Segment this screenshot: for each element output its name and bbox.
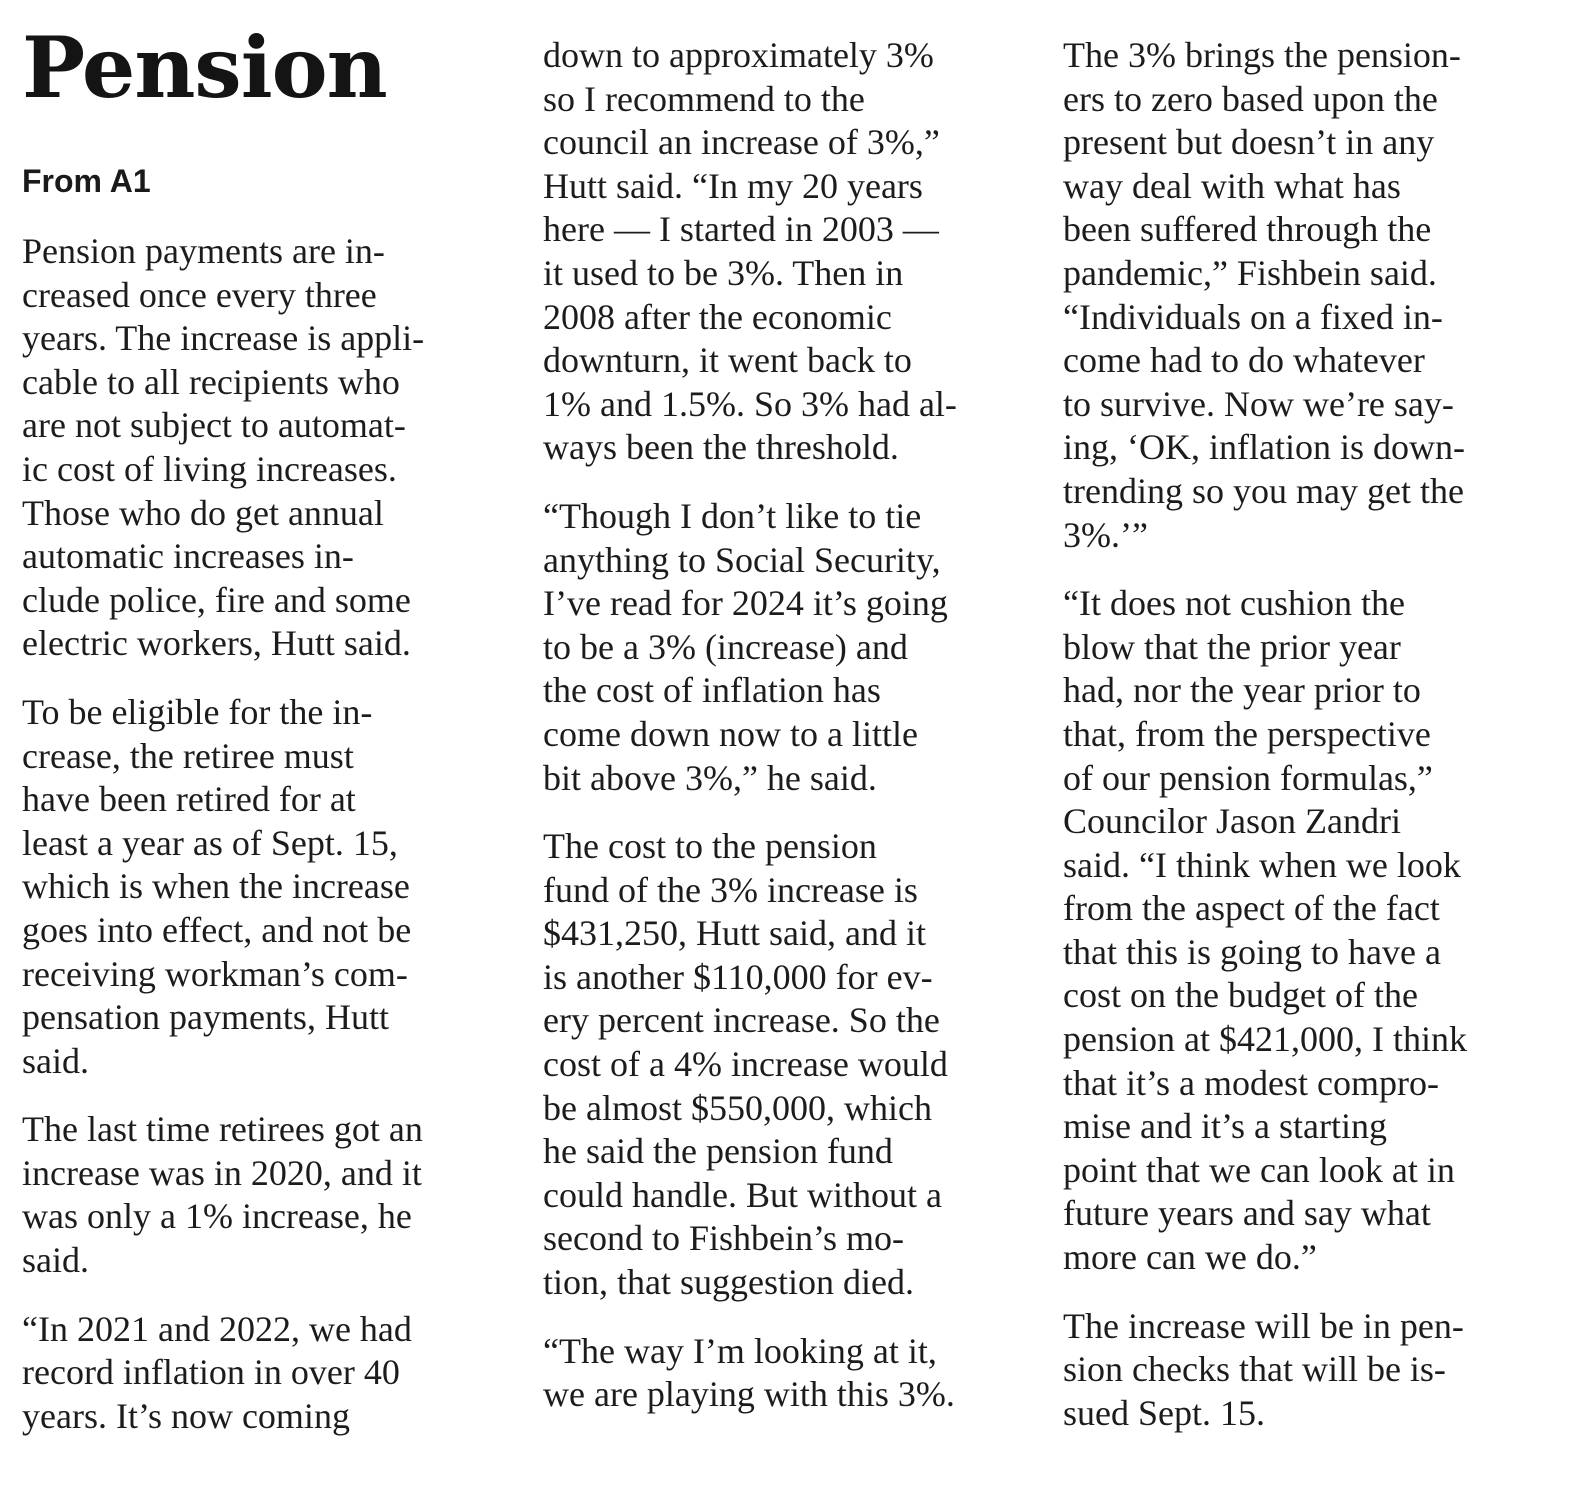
text-line: it used to be 3%. Then in <box>543 252 904 293</box>
text-line: 1% and 1.5%. So 3% had al- <box>543 383 957 424</box>
text-line: way deal with what has <box>1063 165 1401 206</box>
paragraph <box>1063 1305 1563 1436</box>
text-line: ing, ‘OK, inflation is down- <box>1063 427 1465 468</box>
text-line: cable to all recipients who <box>22 361 400 402</box>
text-line: come down now to a little <box>543 713 918 754</box>
text-line: had, nor the year prior to <box>1063 670 1421 711</box>
text-line: Councilor Jason Zandri <box>1063 801 1401 842</box>
text-line: cost of a 4% increase would <box>543 1044 948 1085</box>
text-line: present but doesn’t in any <box>1063 122 1435 163</box>
text-line: trending so you may get the <box>1063 470 1464 511</box>
text-line: The cost to the pension <box>543 826 877 867</box>
jump-line: From A1 <box>22 163 151 199</box>
text-line: was only a 1% increase, he <box>22 1196 412 1237</box>
text-line: future years and say what <box>1063 1193 1431 1234</box>
text-line: ery percent increase. So the <box>543 1000 940 1041</box>
text-line: crease, the retiree must <box>22 735 354 776</box>
text-line: said. “I think when we look <box>1063 844 1461 885</box>
text-line: To be eligible for the in- <box>22 691 373 732</box>
text-line: here — I started in 2003 — <box>543 209 939 250</box>
text-line: have been retired for at <box>22 779 356 820</box>
text-line: I’ve read for 2024 it’s going <box>543 583 948 624</box>
text-line: bit above 3%,” he said. <box>543 757 877 798</box>
text-line: ways been the threshold. <box>543 427 899 468</box>
text-line: creased once every three <box>22 274 377 315</box>
text-line: sued Sept. 15. <box>1063 1392 1265 1433</box>
text-line: Those who do get annual <box>22 492 384 533</box>
text-line: fund of the 3% increase is <box>543 869 918 910</box>
text-line: pensation payments, Hutt <box>22 997 389 1038</box>
article-column-2 <box>543 34 1043 1417</box>
paragraph <box>543 495 1043 800</box>
text-line: years. It’s now coming <box>22 1395 350 1436</box>
text-line: are not subject to automat- <box>22 405 406 446</box>
text-line: which is when the increase <box>22 866 410 907</box>
text-line: be almost $550,000, which <box>543 1087 932 1128</box>
text-line: ers to zero based upon the <box>1063 78 1438 119</box>
text-line: down to approximately 3% <box>543 35 934 75</box>
text-line: “It does not cushion the <box>1063 583 1405 624</box>
text-line: downturn, it went back to <box>543 340 912 381</box>
text-line: The last time retirees got an <box>22 1109 423 1150</box>
text-line: receiving workman’s com- <box>22 953 408 994</box>
text-line: come had to do whatever <box>1063 340 1425 381</box>
text-line: to survive. Now we’re say- <box>1063 383 1454 424</box>
paragraph <box>22 230 522 666</box>
text-line: The increase will be in pen- <box>1063 1305 1464 1346</box>
text-line: anything to Social Security, <box>543 539 941 580</box>
paragraph <box>543 825 1043 1305</box>
text-line: council an increase of 3%,” <box>543 122 940 163</box>
text-line: least a year as of Sept. 15, <box>22 822 398 863</box>
text-line: he said the pension fund <box>543 1131 893 1172</box>
text-line: increase was in 2020, and it <box>22 1152 422 1193</box>
paragraph <box>22 1108 522 1282</box>
text-line: that it’s a modest compro- <box>1063 1062 1439 1103</box>
text-line: 2008 after the economic <box>543 296 892 337</box>
text-line: been suffered through the <box>1063 209 1432 250</box>
text-line: ic cost of living increases. <box>22 448 397 489</box>
paragraph <box>543 34 1043 470</box>
text-line: that, from the perspective <box>1063 713 1431 754</box>
article-column-3 <box>1063 34 1563 1435</box>
text-line: that this is going to have a <box>1063 931 1441 972</box>
paragraph <box>22 691 522 1083</box>
paragraph <box>22 1308 522 1439</box>
text-line: cost on the budget of the <box>1063 975 1418 1016</box>
text-line: could handle. But without a <box>543 1174 942 1215</box>
text-line: point that we can look at in <box>1063 1149 1455 1190</box>
text-line: “In 2021 and 2022, we had <box>22 1308 412 1349</box>
text-line: second to Fishbein’s mo- <box>543 1218 904 1259</box>
text-line: pandemic,” Fishbein said. <box>1063 252 1437 293</box>
text-line: is another $110,000 for ev- <box>543 956 933 997</box>
text-line: “Individuals on a fixed in- <box>1063 296 1443 337</box>
text-line: clude police, fire and some <box>22 579 411 620</box>
text-line: years. The increase is appli- <box>22 318 425 359</box>
paragraph <box>1063 582 1563 1280</box>
text-line: 3%.’” <box>1063 514 1148 555</box>
text-line: goes into effect, and not be <box>22 909 412 950</box>
text-line: “Though I don’t like to tie <box>543 495 922 536</box>
text-line: the cost of inflation has <box>543 670 881 711</box>
text-line: of our pension formulas,” <box>1063 757 1433 798</box>
headline: Pension <box>22 18 387 117</box>
text-line: to be a 3% (increase) and <box>543 626 908 667</box>
text-line: pension at $421,000, I think <box>1063 1019 1467 1060</box>
text-line: electric workers, Hutt said. <box>22 623 411 664</box>
text-line: mise and it’s a starting <box>1063 1106 1387 1147</box>
text-line: said. <box>22 1040 89 1081</box>
text-line: sion checks that will be is- <box>1063 1349 1446 1390</box>
text-line: automatic increases in- <box>22 536 354 577</box>
text-line: record inflation in over 40 <box>22 1352 400 1393</box>
text-line: tion, that suggestion died. <box>543 1262 914 1303</box>
text-line: Pension payments are in- <box>22 231 385 271</box>
paragraph <box>543 1330 1043 1417</box>
text-line: The 3% brings the pension- <box>1063 35 1461 75</box>
text-line: $431,250, Hutt said, and it <box>543 913 926 954</box>
text-line: “The way I’m looking at it, <box>543 1330 937 1371</box>
text-line: blow that the prior year <box>1063 626 1401 667</box>
text-line: Hutt said. “In my 20 years <box>543 165 923 206</box>
text-line: from the aspect of the fact <box>1063 888 1440 929</box>
text-line: so I recommend to the <box>543 78 865 119</box>
paragraph <box>1063 34 1563 557</box>
text-line: more can we do.” <box>1063 1237 1317 1278</box>
text-line: we are playing with this 3%. <box>543 1374 955 1415</box>
text-line: said. <box>22 1240 89 1281</box>
article-column-1 <box>22 230 522 1438</box>
